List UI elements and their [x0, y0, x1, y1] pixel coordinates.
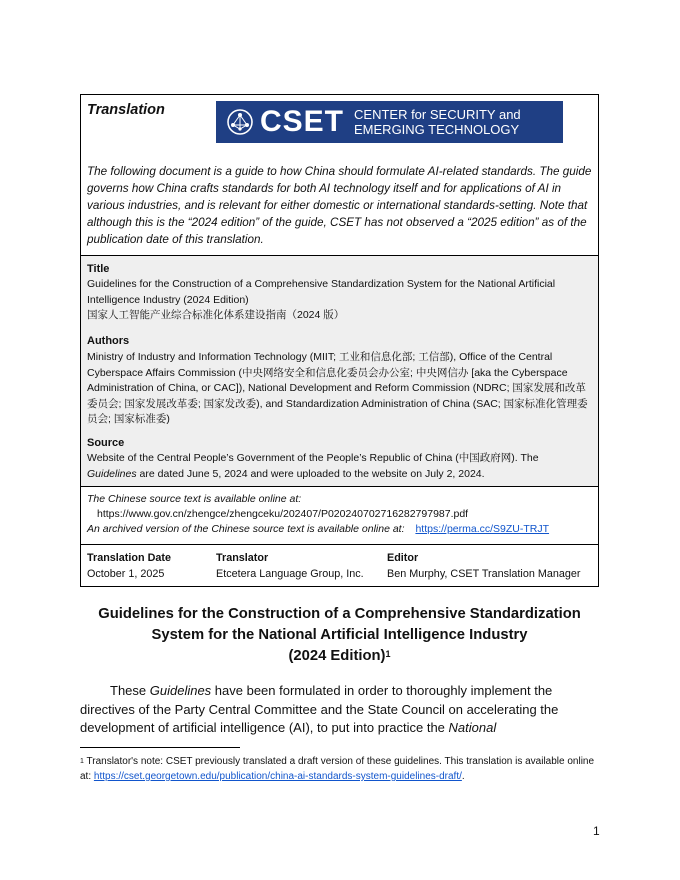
source-note: The Chinese source text is available online at: — [87, 493, 302, 505]
intro-paragraph: The following document is a guide to how China should formulate AI-related standards. The guide governs how China crafts standards for both AI technology itself and for applications of AI in various industries, and is relevant for either domestic or international standards-setting. Note that although this is the “2024 edition” of the guide, CSET has not observed a “2025 edition” as of the publication date of this translation. — [87, 165, 592, 246]
translation-label: Translation — [87, 102, 165, 118]
body-line2: directives of the Party Central Committee and the State Council on accelerating the — [80, 701, 559, 717]
source-line1: Website of the Central People’s Government of the People’s Republic of China (中国政府网). The — [87, 452, 539, 464]
page-number: 1 — [593, 824, 600, 838]
credits-row — [81, 545, 598, 586]
source-label: Source — [87, 437, 125, 449]
cset-logo — [216, 101, 563, 143]
title-label: Title — [87, 263, 110, 275]
logo-subtitle — [354, 107, 521, 137]
logo-line2: EMERGING TECHNOLOGY — [354, 122, 520, 137]
translator — [216, 551, 364, 582]
heading-line3: (2024 Edition) — [288, 648, 386, 664]
document-metadata — [81, 256, 598, 487]
network-globe-icon — [226, 108, 254, 136]
logo-line1: CENTER for SECURITY and — [354, 107, 521, 122]
translator-value: Etcetera Language Group, Inc. — [216, 567, 364, 580]
archive-row — [87, 522, 549, 537]
source-text — [87, 451, 594, 482]
logo-wordmark: CSET — [260, 105, 345, 138]
editor — [387, 551, 580, 582]
source-url: https://www.gov.cn/zhengce/zhengceku/202407/P020240702716282797987.pdf — [97, 508, 469, 520]
heading-line1: Guidelines for the Construction of a Comprehensive Standardization — [98, 606, 581, 622]
footnote-divider — [80, 747, 240, 748]
translator-label: Translator — [216, 552, 269, 564]
translation-date-value: October 1, 2025 — [87, 567, 165, 580]
footnote-mark: 1 — [80, 758, 84, 765]
heading-footnote-mark[interactable]: 1 — [385, 649, 391, 659]
title-chinese: 国家人工智能产业综合标准化体系建设指南（2024 版） — [87, 309, 345, 321]
authors-text: Ministry of Industry and Information Technology (MIIT; 工业和信息化部; 工信部), Office of the Central Cyberspace Affairs Commission (中央网络安全和信息化委员会办公室; 中央网信办 [aka the Cyberspace Administration of China, or CAC]), National Development and Reform Commission (NDRC; 国家发展和改革委员会; 国家发展改革委; 国家发改委), and Standardization Administration of China (SAC; 国家标准化管理委员会; 国家标准委) — [87, 351, 588, 425]
heading-line2: System for the National Artificial Intelligence Industry — [151, 627, 528, 643]
footnote-text: Translator's note: CSET previously translated a draft version of these guidelines. This translation is available online at: — [80, 756, 595, 782]
translation-header — [81, 95, 598, 256]
translation-date — [87, 551, 171, 582]
metadata-box — [80, 94, 599, 587]
authors-label: Authors — [87, 335, 130, 347]
footnote: $^1$ Translator's note: CSET previously translated a draft version of these guidelines. This translation is available online at: https://cset.georgetown.edu/publication/china-ai-standards-system-guidelines-draft/. — [80, 756, 595, 782]
editor-label: Editor — [387, 552, 419, 564]
source-links — [81, 487, 598, 545]
source-line2: are dated June 5, 2024 and were uploaded to the website on July 2, 2024. — [136, 467, 485, 480]
body-paragraph — [80, 682, 599, 738]
title-english: Guidelines for the Construction of a Comprehensive Standardization System for the National Artificial Intelligence Industry (2024 Edition) — [87, 278, 556, 306]
archive-link[interactable]: https://perma.cc/S9ZU-TRJT — [415, 523, 550, 535]
source-guidelines-italic: Guidelines — [87, 467, 137, 480]
body-line1: These Guidelines have been formulated in order to thoroughly implement the — [110, 683, 553, 698]
editor-value: Ben Murphy, CSET Translation Manager — [387, 567, 581, 580]
archive-note: An archived version of the Chinese source text is available online at: — [87, 523, 405, 535]
translation-date-label: Translation Date — [87, 552, 171, 564]
body-line3: development of artificial intelligence (AI), to put into practice the National — [80, 720, 497, 735]
footnote-link[interactable]: https://cset.georgetown.edu/publication/china-ai-standards-system-guidelines-draft/ — [93, 771, 462, 782]
document-heading — [80, 604, 599, 667]
